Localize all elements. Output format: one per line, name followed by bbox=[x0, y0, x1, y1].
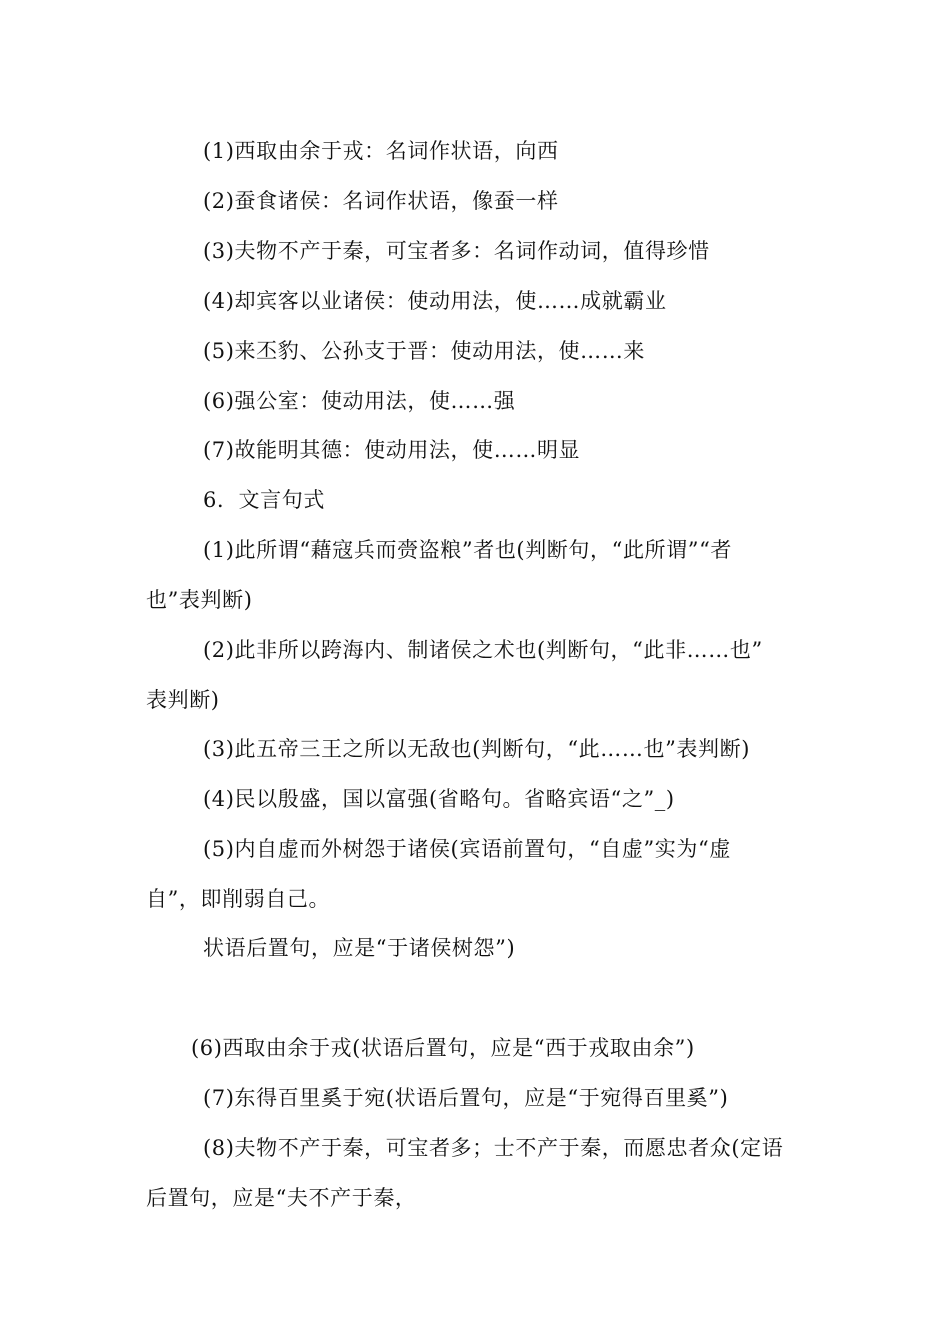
text-line: (6)强公室：使动用法，使……强 bbox=[203, 389, 516, 413]
text-line: 状语后置句，应是“于诸侯树怨”) bbox=[203, 936, 516, 960]
text-line: (5)内自虚而外树怨于诸侯(宾语前置句，“自虚”实为“虚 bbox=[203, 837, 731, 861]
text-line: (1)此所谓“藉寇兵而赍盗粮”者也(判断句，“此所谓”“者 bbox=[203, 538, 733, 562]
section-heading: 6．文言句式 bbox=[203, 488, 325, 512]
text-line: (6)西取由余于戎(状语后置句，应是“西于戎取由余”) bbox=[191, 1036, 695, 1060]
text-line: (1)西取由余于戎：名词作状语，向西 bbox=[203, 139, 559, 163]
text-line: (3)夫物不产于秦，可宝者多：名词作动词，值得珍惜 bbox=[203, 239, 710, 263]
text-line: (7)故能明其德：使动用法，使……明显 bbox=[203, 438, 581, 462]
text-line: (3)此五帝三王之所以无敌也(判断句，“此……也”表判断) bbox=[203, 737, 751, 761]
text-line: 自”，即削弱自己。 bbox=[146, 887, 331, 911]
text-line: (8)夫物不产于秦，可宝者多；士不产于秦，而愿忠者众(定语 bbox=[203, 1136, 784, 1160]
text-line: 表判断) bbox=[146, 688, 220, 712]
text-line: (2)此非所以跨海内、制诸侯之术也(判断句，“此非……也” bbox=[203, 638, 763, 662]
text-line: (7)东得百里奚于宛(状语后置句，应是“于宛得百里奚”) bbox=[203, 1086, 729, 1110]
text-line: (2)蚕食诸侯：名词作状语，像蚕一样 bbox=[203, 189, 559, 213]
text-line: 也”表判断) bbox=[146, 588, 253, 612]
text-line: (5)来丕豹、公孙支于晋：使动用法，使……来 bbox=[203, 339, 645, 363]
text-line: (4)民以殷盛，国以富强(省略句。省略宾语“之”_) bbox=[203, 787, 675, 811]
text-line: (4)却宾客以业诸侯：使动用法，使……成就霸业 bbox=[203, 289, 667, 313]
text-line: 后置句，应是“夫不产于秦， bbox=[146, 1186, 417, 1210]
